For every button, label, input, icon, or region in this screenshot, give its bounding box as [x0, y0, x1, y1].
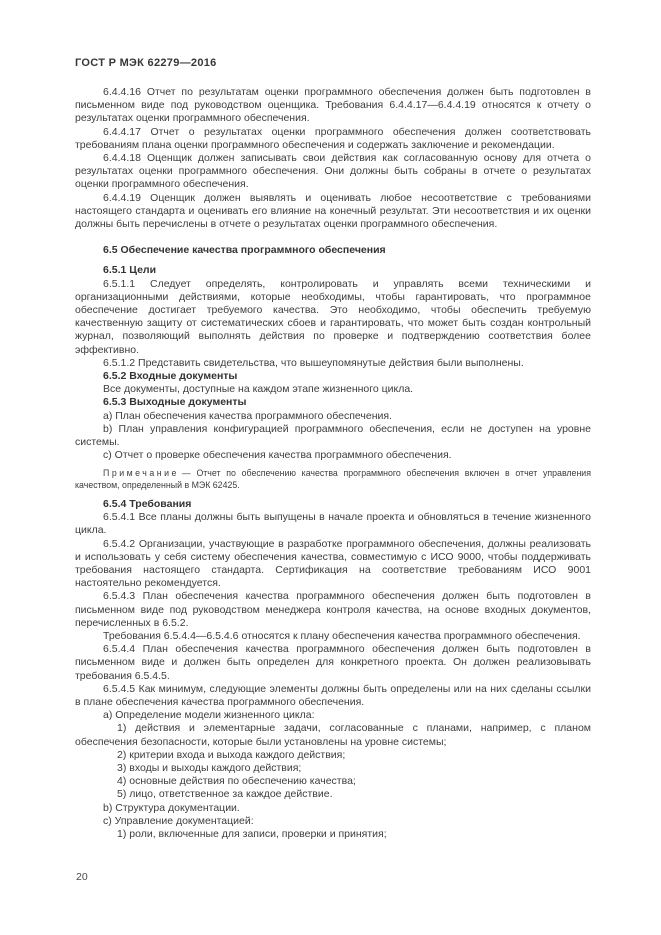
paragraph-6-5-1-1: 6.5.1.1 Следует определять, контролировать и управлять всеми техническими и организационными действиями, которые необходимы, чтобы гарантировать, что программное обеспечение достигает требуемого качества. Это необходимо, чтобы обеспечить требуемую качественную защиту от систематических сбоев и гарантировать, что может быть создан контрольный журнал, позволяющий выполнять действия по проверке и подтверждению соответствия более эффективно.: [75, 277, 591, 356]
paragraph-6-5-4-3: 6.5.4.3 План обеспечения качества программного обеспечения должен быть подготовлен в письменном виде под руководством менеджера контроля качества, на основе входных документов, перечисленных в 6.5.2.: [75, 590, 591, 629]
paragraph-6-5-4-2: 6.5.4.2 Организации, участвующие в разработке программного обеспечения, должны реализовать и использовать у себя систему обеспечения качества, совместимую с ИСО 9000, чтобы поддерживать требования настоящего стандарта. Сертификация на соответствие требованиям ИСО 9001 настоятельно рекомендуется.: [75, 537, 591, 590]
list-item-4: 4) основные действия по обеспечению качества;: [117, 775, 356, 788]
paragraph-6-4-4-17: 6.4.4.17 Отчет о результатах оценки программного обеспечения должен соответствовать требованиям плана оценки программного обеспечения и содержать заключение и рекомендации.: [75, 125, 591, 151]
list-item-c: c) Управление документацией:: [103, 814, 254, 827]
list-item-1: 1) роли, включенные для записи, проверки и принятия;: [117, 827, 387, 840]
section-heading-6-5: 6.5 Обеспечение качества программного обеспечения: [103, 244, 386, 257]
section-heading-6-5-2: 6.5.2 Входные документы: [103, 370, 238, 383]
list-item-b: b) План управления конфигурацией программного обеспечения, если не доступен на уровне системы.: [75, 422, 591, 449]
paragraph-6-5-1-2: 6.5.1.2 Представить свидетельства, что вышеупомянутые действия были выполнены.: [103, 356, 524, 369]
paragraph-6-4-4-18: 6.4.4.18 Оценщик должен записывать свои действия как согласованную основу для отчета о результатах оценки программного обеспечения. Они должны быть собраны в отчете о результатах оценки программного обеспечения.: [75, 152, 591, 191]
paragraph-6-4-4-16: 6.4.4.16 Отчет по результатам оценки программного обеспечения должен быть подготовлен в письменном виде под руководством оценщика. Требования 6.4.4.17—6.4.4.19 относятся к отчету о результатах оценки программного обеспечения.: [75, 86, 591, 125]
list-item-b: b) Структура документации.: [103, 801, 240, 814]
note-text: — Отчет по обеспечению качества программного обеспечения включен в отчет управления качеством, определенный в МЭК 62425.: [75, 468, 591, 490]
section-heading-6-5-4: 6.5.4 Требования: [103, 497, 192, 510]
list-item-2: 2) критерии входа и выхода каждого действия;: [117, 748, 346, 761]
list-item-c: c) Отчет о проверке обеспечения качества программного обеспечения.: [103, 449, 452, 462]
document-header: ГОСТ Р МЭК 62279—2016: [75, 57, 217, 69]
paragraph-6-5-4-4: 6.5.4.4 План обеспечения качества программного обеспечения должен быть подготовлен в письменном виде и должен быть определен для конкретного проекта. Он должен реализовывать требования 6.5.4.5.: [75, 643, 591, 682]
note: [75, 468, 591, 490]
paragraph-6-5-4-5: 6.5.4.5 Как минимум, следующие элементы должны быть определены или на них сделаны ссылки в плане обеспечения качества программного обеспечения.: [75, 682, 591, 708]
list-item-5: 5) лицо, ответственное за каждое действие.: [117, 788, 333, 801]
page-number: 20: [76, 871, 88, 883]
paragraph-input-documents: Все документы, доступные на каждом этапе жизненного цикла.: [103, 383, 414, 396]
note-label: Примечание: [103, 468, 179, 479]
paragraph-6-4-4-19: 6.4.4.19 Оценщик должен выявлять и оценивать любое несоответствие с требованиями настоящего стандарта и оценивать его влияние на конечный результат. Эти несоответствия и их оценки должны быть перечислены в отчете о результатах оценки программного обеспечения.: [75, 191, 591, 231]
paragraph-6-5-4-1: 6.5.4.1 Все планы должны быть выпущены в начале проекта и обновляться в течение жизненного цикла.: [75, 511, 591, 537]
list-item-3: 3) входы и выходы каждого действия;: [117, 761, 302, 774]
section-heading-6-5-3: 6.5.3 Выходные документы: [103, 396, 247, 409]
section-heading-6-5-1: 6.5.1 Цели: [103, 264, 157, 277]
list-item-a: a) План обеспечения качества программного обеспечения.: [103, 409, 392, 422]
list-item-1: 1) действия и элементарные задачи, согласованные с планами, например, с планом обеспечения безопасности, которые были установлены на уровне системы;: [75, 722, 591, 748]
list-item-a: a) Определение модели жизненного цикла:: [103, 709, 315, 722]
document-body: [75, 86, 591, 841]
paragraph-requirements-ref: Требования 6.5.4.4—6.5.4.6 относятся к плану обеспечения качества программного обеспечения.: [103, 629, 581, 642]
